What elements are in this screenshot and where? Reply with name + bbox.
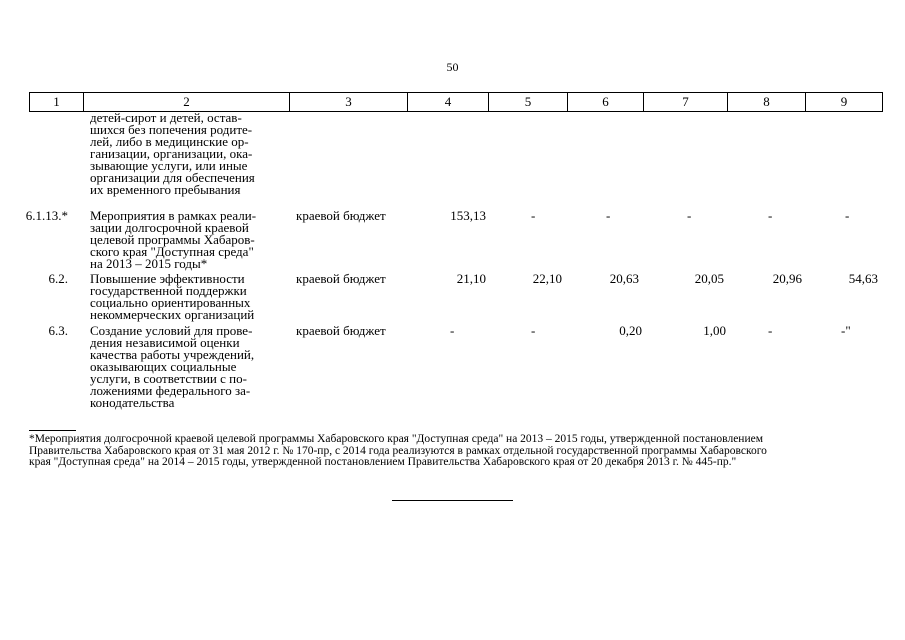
row-description: Повышение эффективности государственной поддержки социально ориентированных некоммерческих организаций xyxy=(90,271,255,322)
row-value-col4: 153,13 xyxy=(450,208,486,223)
header-col-3: 3 xyxy=(290,93,408,112)
row-value-col7: 1,00 xyxy=(703,323,726,338)
row-value-col5: - xyxy=(531,208,536,223)
row-value-col7: 20,05 xyxy=(694,271,724,286)
header-col-8: 8 xyxy=(728,93,806,112)
page-number: 50 xyxy=(446,60,459,74)
row-description: Мероприятия в рамках реали- зации долгосрочной краевой целевой программы Хабаров- ского края "Доступная среда" на 2013 – 2015 годы* xyxy=(90,208,257,271)
header-col-2: 2 xyxy=(84,93,290,112)
row-description: Создание условий для прове- дения независимой оценки качества работы учреждений, оказывающих социальные услуги, в соответствии с по- ложениями федерального за- конодательства xyxy=(90,323,255,410)
row-value-col6: 20,63 xyxy=(609,271,639,286)
header-col-4: 4 xyxy=(408,93,489,112)
header-row xyxy=(30,93,883,112)
header-col-5: 5 xyxy=(489,93,568,112)
row-source: краевой бюджет xyxy=(296,271,386,286)
header-col-6: 6 xyxy=(568,93,644,112)
row-value-col7: - xyxy=(687,208,692,223)
row-value-col8: - xyxy=(768,208,773,223)
row-value-col4: - xyxy=(450,323,455,338)
row-value-col9: 54,63 xyxy=(848,271,878,286)
row-number: 6.1.13.* xyxy=(25,208,68,223)
row-source: краевой бюджет xyxy=(296,323,386,338)
footnote: *Мероприятия долгосрочной краевой целевой программы Хабаровского края "Доступная среда" на 2013 – 2015 годы, утвержденной постановлением Правительства Хабаровского края от 31 мая 2012 г. № 170-пр, с 2014 года реализуются в рамках отдельной государственной программы Хабаровского края "Доступная среда" на 2014 – 2015 годы, утвержденной постановлением Правительства Хабаровского края от 20 декабря 2013 г. № 445-пр." xyxy=(29,433,767,468)
row-value-col5: 22,10 xyxy=(532,271,562,286)
column-header-table xyxy=(29,92,883,112)
header-col-9: 9 xyxy=(806,93,883,112)
row-value-col6: 0,20 xyxy=(619,323,642,338)
header-col-7: 7 xyxy=(644,93,728,112)
row-value-col8: - xyxy=(768,323,773,338)
row-number: 6.3. xyxy=(48,323,68,338)
row-source: краевой бюджет xyxy=(296,208,386,223)
row-number: 6.2. xyxy=(48,271,68,286)
header-col-1: 1 xyxy=(30,93,84,112)
row-value-col4: 21,10 xyxy=(456,271,486,286)
row-value-col9: - xyxy=(845,208,850,223)
continued-description: детей-сирот и детей, остав- шихся без попечения родите- лей, либо в медицинские ор- ганизации, организации, ока- зывающие услуги, или иные организации для обеспечения их временного пребывания xyxy=(90,110,255,197)
footnote-separator xyxy=(29,430,76,431)
row-value-col6: - xyxy=(606,208,611,223)
row-value-col8: 20,96 xyxy=(772,271,802,286)
row-value-col5: - xyxy=(531,323,536,338)
end-of-document-rule xyxy=(392,500,513,501)
row-value-col9: -" xyxy=(841,323,851,338)
